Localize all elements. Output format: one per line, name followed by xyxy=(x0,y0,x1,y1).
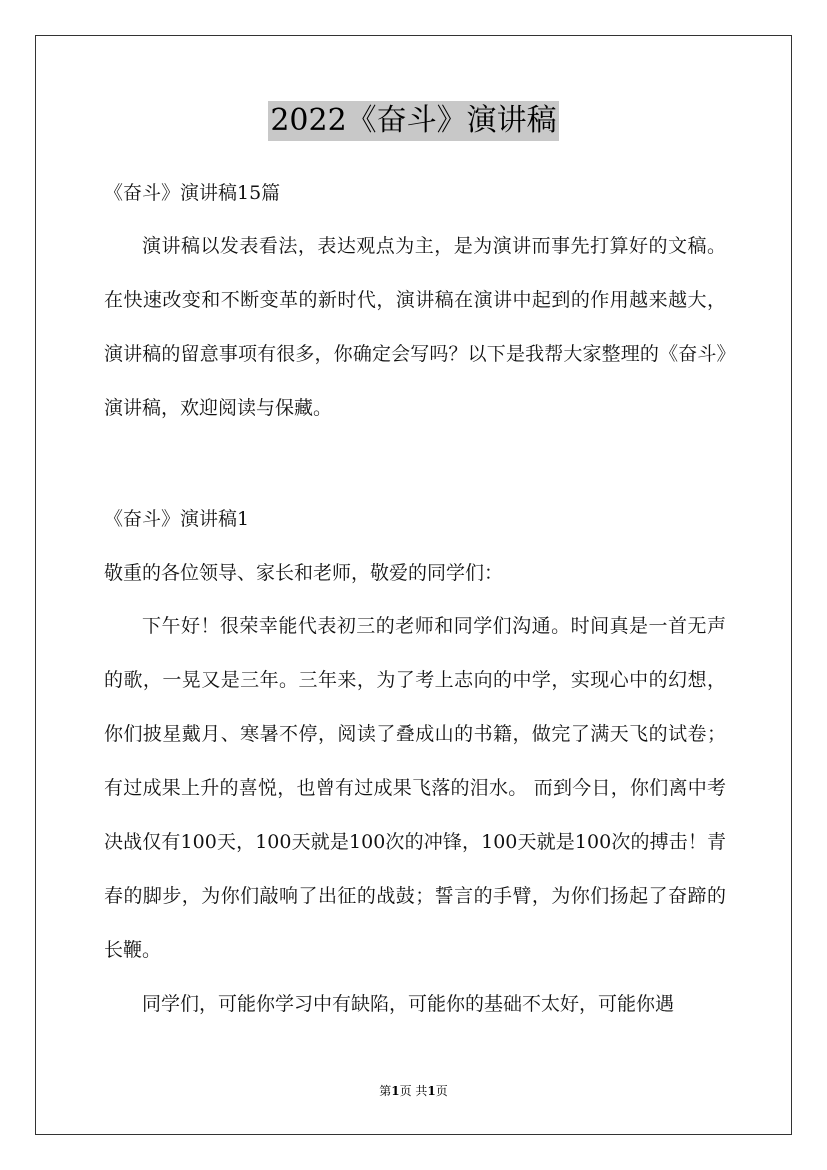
document-title: 2022《奋斗》演讲稿 xyxy=(268,101,558,141)
footer-page-total: 1 xyxy=(427,1084,436,1098)
title-container xyxy=(0,101,827,141)
body-paragraph-1: 下午好！很荣幸能代表初三的老师和同学们沟通。时间真是一首无声的歌，一晃又是三年。三年来，为了考上志向的中学，实现心中的幻想，你们披星戴月、寒暑不停，阅读了叠成山的书籍，做完了满天飞的试卷；有过成果上升的喜悦，也曾有过成果飞落的泪水。 而到今日，你们离中考决战仅有100天，100天就是100次的冲锋，100天就是100次的搏击！青春的脚步，为你们敲响了出征的战鼓；誓言的手臂，为你们扬起了奋蹄的长鞭。 xyxy=(104,615,726,961)
page-footer xyxy=(0,1083,827,1099)
footer-suffix: 页 xyxy=(435,1084,448,1098)
footer-page-number: 1 xyxy=(391,1084,400,1098)
document-subtitle: 《奋斗》演讲稿15篇 xyxy=(104,182,281,204)
body-paragraph-2: 同学们，可能你学习中有缺陷，可能你的基础不太好，可能你遇 xyxy=(142,993,675,1015)
footer-mid: 页 共 xyxy=(399,1084,428,1098)
greeting-line: 敬重的各位领导、家长和老师，敬爱的同学们： xyxy=(104,562,504,584)
section-heading: 《奋斗》演讲稿1 xyxy=(104,508,250,530)
intro-paragraph: 演讲稿以发表看法，表达观点为主，是为演讲而事先打算好的文稿。在快速改变和不断变革的新时代，演讲稿在演讲中起到的作用越来越大，演讲稿的留意事项有很多，你确定会写吗？以下是我帮大家整理的《奋斗》演讲稿，欢迎阅读与保藏。 xyxy=(104,235,726,419)
footer-prefix: 第 xyxy=(379,1084,392,1098)
